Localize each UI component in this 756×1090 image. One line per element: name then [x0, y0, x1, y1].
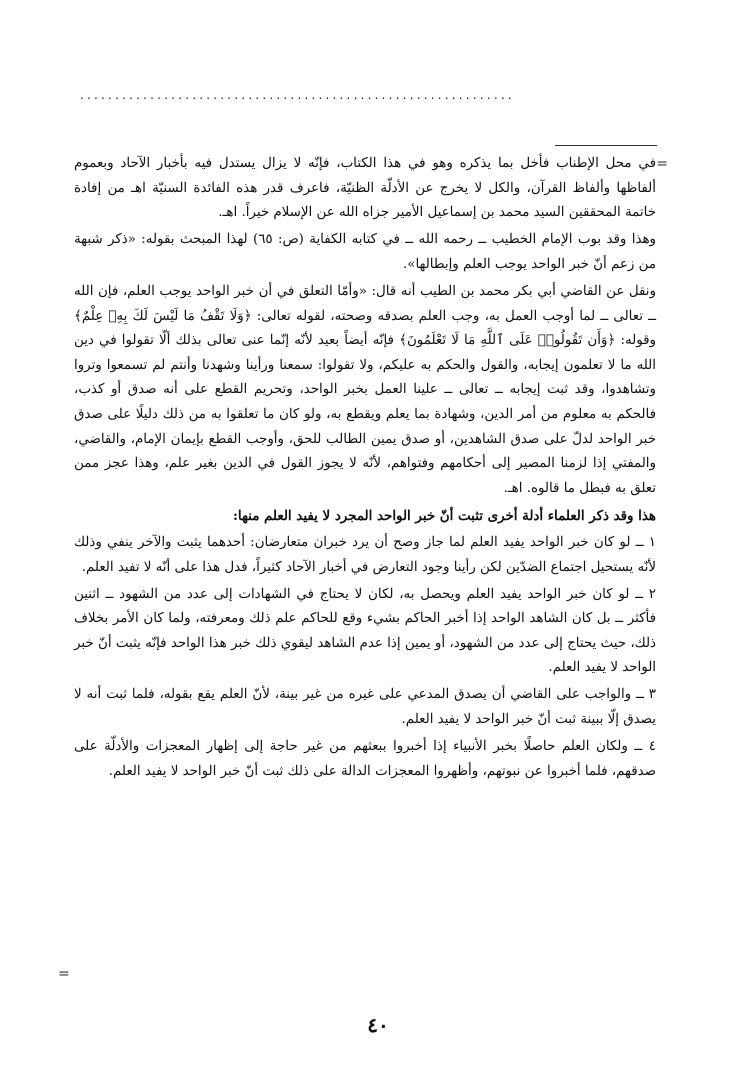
footnote-text [74, 152, 656, 787]
footnote-continues-marker: = [58, 966, 70, 982]
evidence-item-1: ١ ــ لو كان خبر الواحد يفيد العلم لما جاز وصح أن يرد خبران متعارضان: أحدهما يثبت والآخر ينفي وذلك لأنّه يستحيل اجتماع الضدّين لكن رأينا وجود التعارض في أخبار الآحاد كثيراً، فدل هذا على أنّه لا تفيد العلم. [74, 534, 656, 575]
paragraph-qadi-quote: ونقل عن القاضي أبي بكر محمد بن الطيب أنه قال: «وأمّا التعلق في أن خبر الواحد يوجب العلم، فإن الله ــ تعالى ــ لما أوجب العمل به، وجب العلم بصدقه وصحته، لقوله تعالى: ﴿وَلَا تَقْفُ مَا لَيْسَ لَكَ بِهِۦ عِلْمٌ﴾ وقوله: ﴿وَأَن تَقُولُوا۟ عَلَى ٱللَّهِ مَا لَا تَعْلَمُونَ﴾ فإنّه أيضاً بعيد لأنّه إنّما عنى تعالى بذلك ألّا تقولوا في دين الله ما لا تعلمون إيجابه، والقول والحكم به عليكم، ولا تقولوا: سمعنا ورأينا وشهدنا وأنتم لم تسمعوا وتروا وتشاهدوا، وقد ثبت إيجابه ــ تعالى ــ علينا العمل بخبر الواحد، وتحريم القطع على أنه صدق أو كذب، فالحكم به معلوم من أمر الدين، وشهادة بما يعلم ويقطع به، ولو كان ما تعلقوا به من ذلك دليلًا على صدق خبر الواحد لدلّ على صدق الشاهدين، أو صدق يمين الطالب للحق، وأوجب القطع بإيمان الإمام، والقاضي، والمفتي إذا لزمنا المصير إلى أحكامهم وفتواهم، لأنّه لا يجوز القول في الدين بغير علم، وهذا عجز ممن تعلق به فبطل ما قالوه. اهـ. [74, 283, 656, 496]
paragraph-khatib: وهذا وقد بوب الإمام الخطيب ــ رحمه الله ــ في كتابه الكفاية (ص: ٦٥) لهذا المبحث بقوله: «ذكر شبهة من زعم أنّ خبر الواحد يوجب العلم وإبطالها». [74, 232, 657, 272]
evidence-item-4: ٤ ــ ولكان العلم حاصلًا بخبر الأنبياء إذا أخبروا ببعثهم من غير حاجة إلى إظهار المعجزات والأدلّة على صدقهم، فلما أخبروا عن نبوتهم، وأظهروا المعجزات الدالة على ذلك ثبت أنّ خبر الواحد لا يفيد العلم. [74, 739, 656, 779]
evidence-item-3: ٣ ــ والواجب على القاضي أن يصدق المدعي على غيره من غير بينة، لأنّ العلم يقع بقوله، فلما ثبت أنه لا يصدق إلّا ببينة ثبت أنّ خبر الواحد لا يفيد العلم. [74, 687, 656, 728]
footnote-rule [555, 145, 657, 146]
footnote-continuation-marker: = [656, 156, 668, 172]
paragraph-continuation: في محل الإطناب فأخل بما يذكره وهو في هذا الكتاب، فإنّه لا يزال يستدل فيه بأخبار الآحاد وبعموم ألفاظها وألفاظ القرآن، والكل لا يخرج عن الأدلّة الظنيّة، فاعرف قدر هذه الفائدة السنيّة اهـ من إفادة خاتمة المحققين السيد محمد بن إسماعيل الأمير جزاه الله عن الإسلام خيراً. اهـ. [74, 156, 656, 221]
dotted-separator: .............................................................. [80, 88, 515, 102]
section-heading: هذا وقد ذكر العلماء أدلة أخرى تثبت أنّ خبر الواحد المجرد لا يفيد العلم منها: [232, 507, 656, 524]
evidence-item-2: ٢ ــ لو كان خبر الواحد يفيد العلم ويحصل به، لكان لا يحتاج في الشهادات إلى عدد من الشهود ــ اثنين فأكثر ــ بل كان الشاهد الواحد إذا أخبر الحاكم بشيء وقع للحاكم علم ذلك ومعرفته، ولما كان الأمر بخلاف ذلك، حيث يحتاج إلى عدد من الشهود، أو يمين إذا عدم الشاهد ليقوي ذلك خبر هذا الواحد فإنّه يثبت أنّ خبر الواحد لا يفيد العلم. [74, 586, 656, 676]
page-number: ٤٠ [367, 1013, 389, 1037]
